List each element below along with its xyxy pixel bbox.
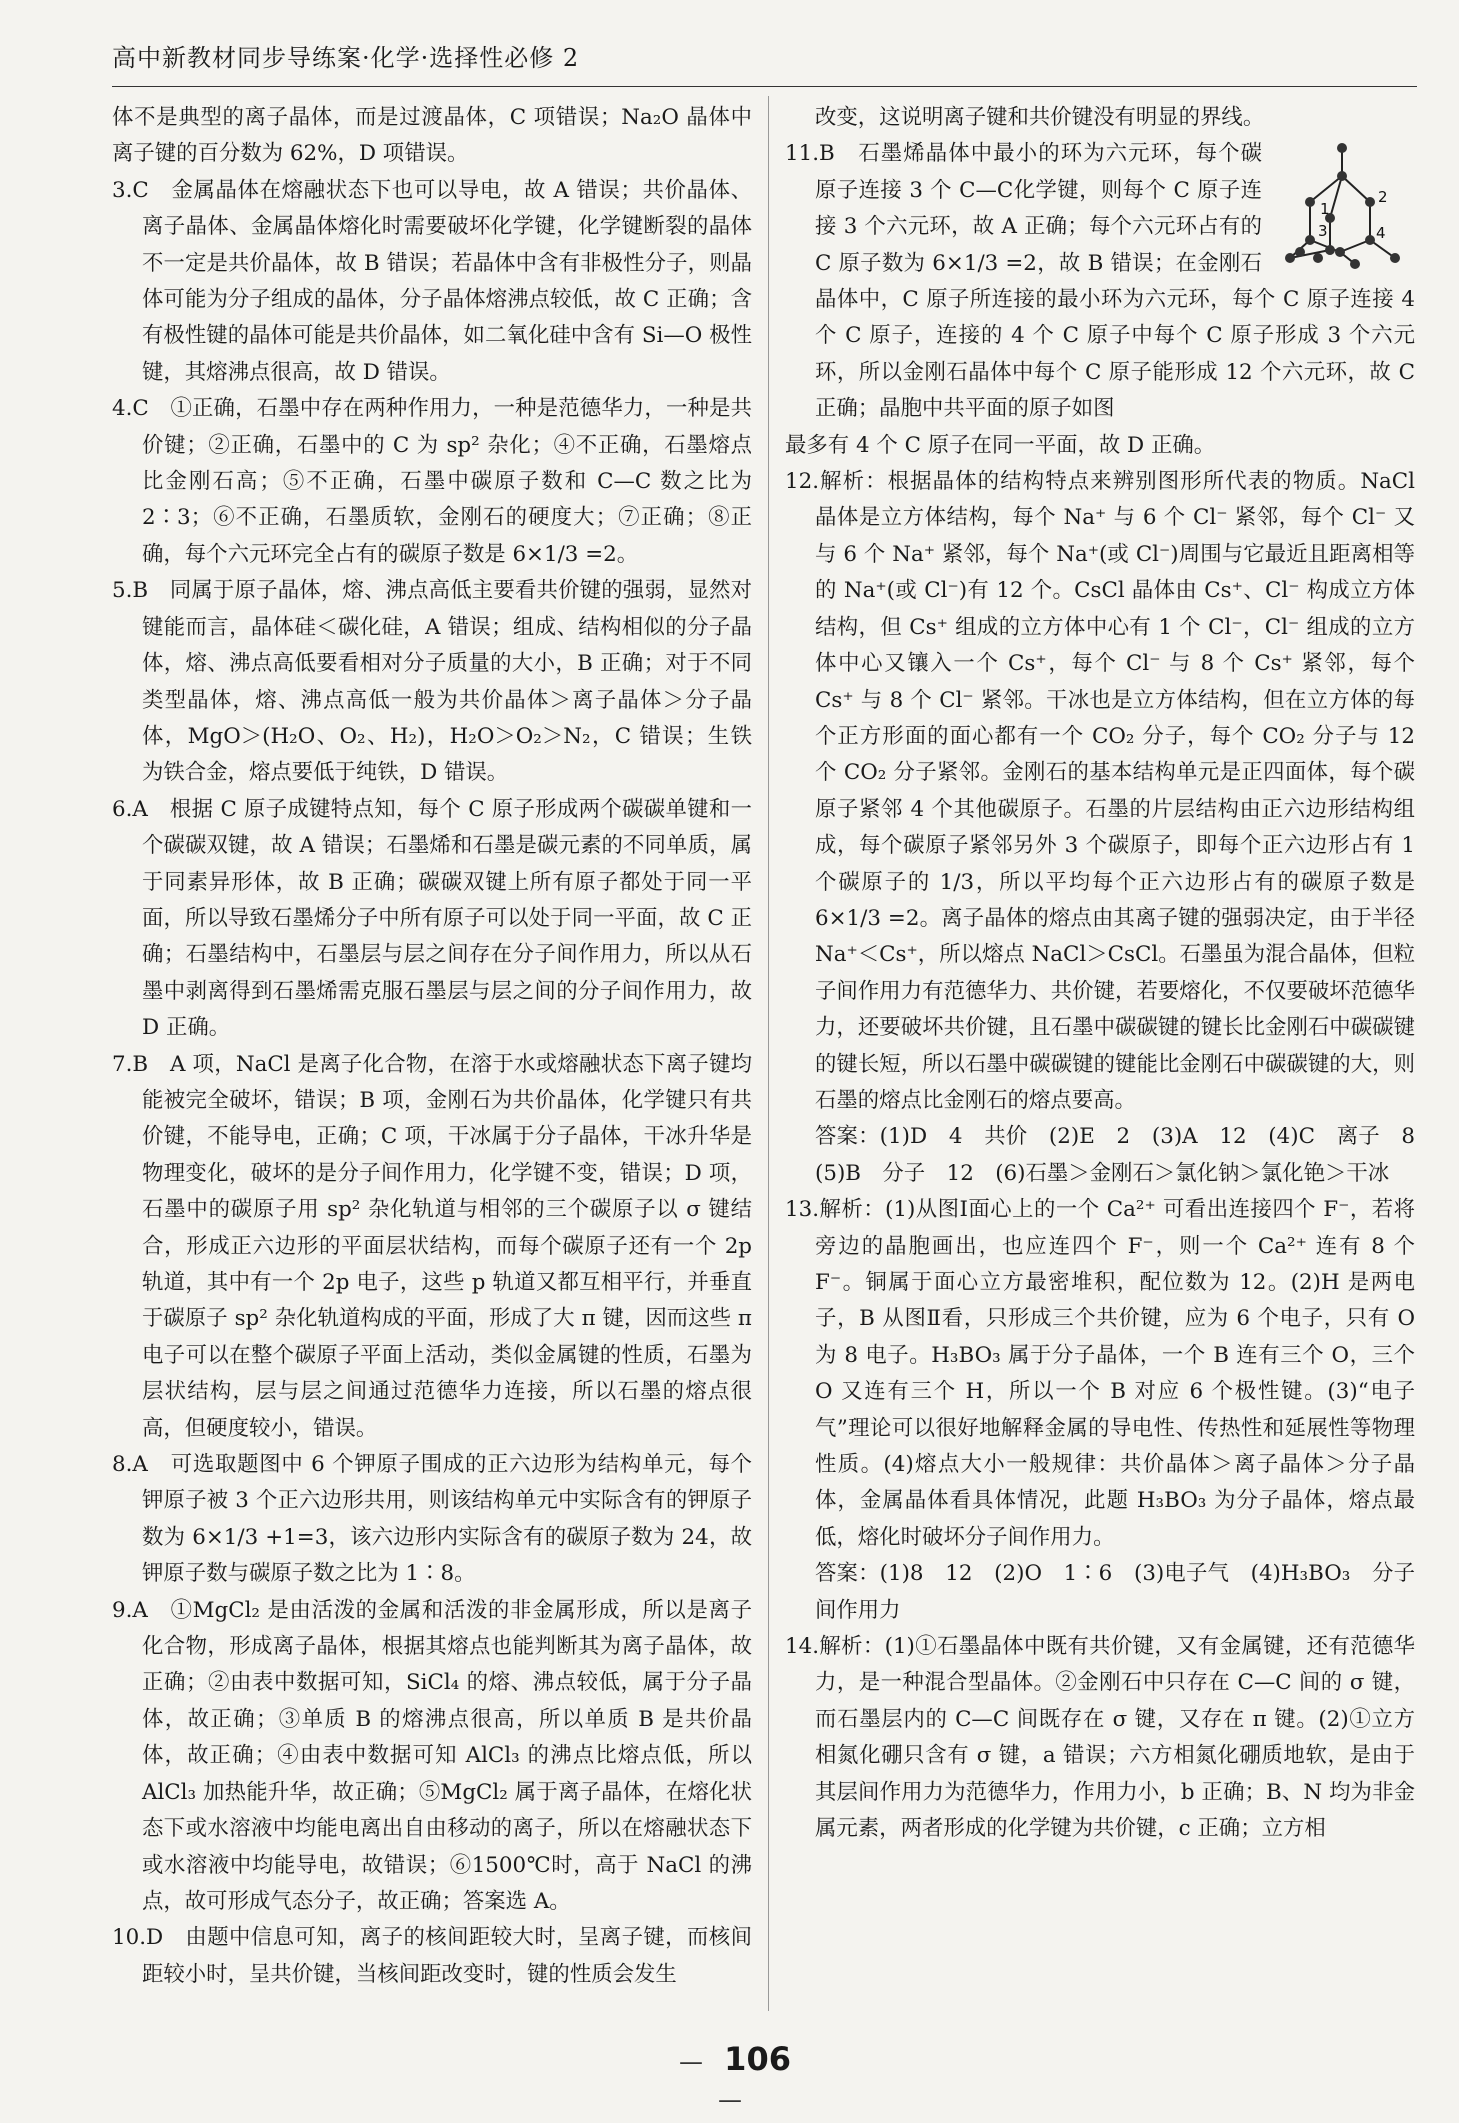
answer-11-conclusion: 最多有 4 个 C 原子在同一平面，故 D 正确。 <box>785 432 1216 458</box>
page-number-dash-right: — <box>718 2086 742 2114</box>
answer-14-analysis: 14.解析：(1)①石墨晶体中既有共价键，又有金属键，还有范德华力，是一种混合型晶体。②金刚石中只存在 C—C 间的 σ 键，而石墨层内的 C—C 间既存在 σ 键，又存在 π 键。(2)①立方相氮化硼只含有 σ 键，a 错误；六方相氮化硼质地软，是由于其层间作用力为范德华力，作用力小，b 正确；B、N 均为非金属元素，两者形成的化学键为共价键，c 正确；立方相 <box>785 1634 1415 1842</box>
right-column <box>785 100 1437 1848</box>
page-header: 高中新教材同步导练案·化学·选择性必修 2 <box>112 44 580 72</box>
answer-7: 7.B A 项，NaCl 是离子化合物，在溶于水或熔融状态下离子键均能被完全破坏，错误；B 项，金刚石为共价晶体，化学键只有共价键，不能导电，正确；C 项，干冰属于分子晶体，干冰升华是物理变化，破坏的是分子间作用力，化学键不变，错误；D 项，石墨中的碳原子用 sp² 杂化轨道与相邻的三个碳原子以 σ 键结合，形成正六边形的平面层状结构，而每个碳原子还有一个 2p 轨道，其中有一个 2p 电子，这些 p 轨道又都互相平行，并垂直于碳原子 sp² 杂化轨道构成的平面，形成了大 π 键，因而这些 π 电子可以在整个碳原子平面上活动，类似金属键的性质，石墨为层状结构，层与层之间通过范德华力连接，所以石墨的熔点很高，但硬度较小，错误。 <box>112 1051 752 1441</box>
figure-label-4: 4 <box>1376 224 1386 243</box>
answer-10: 10.D 由题中信息可知，离子的核间距较大时，呈离子键，而核间距较小时，呈共价键，当核间距改变时，键的性质会发生 <box>112 1925 752 1987</box>
page-number-value: 106 <box>724 2040 791 2078</box>
header-rule <box>112 86 1417 87</box>
answer-4: 4.C ①正确，石墨中存在两种作用力，一种是范德华力，一种是共价键；②正确，石墨中的 C 为 sp² 杂化；④不正确，石墨熔点比金刚石高；⑤不正确，石墨中碳原子数和 C—C 数之比为 2∶3；⑥不正确，石墨质软，金刚石的硬度大；⑦正确；⑧正确，每个六元环完全占有的碳原子数是 6×1/3 =2。 <box>112 396 752 567</box>
answer-9: 9.A ①MgCl₂ 是由活泼的金属和活泼的非金属形成，所以是离子化合物，形成离子晶体，根据其熔点也能判断其为离子晶体，故正确；②由表中数据可知，SiCl₄ 的熔、沸点较低，属于分子晶体，故正确；③单质 B 的熔沸点很高，所以单质 B 是共价晶体，故正确；④由表中数据可知 AlCl₃ 的沸点比熔点低，所以 AlCl₃ 加热能升华，故正确；⑤MgCl₂ 属于离子晶体，在熔化状态下或水溶液中均能电离出自由移动的离子，所以在熔融状态下或水溶液中均能导电，故错误；⑥1500℃时，高于 NaCl 的沸点，故可形成气态分子，故正确；答案选 A。 <box>112 1597 752 1914</box>
page-number <box>650 2040 810 2116</box>
figure-label-1: 1 <box>1320 200 1330 219</box>
diamond-cell-figure <box>1270 140 1415 272</box>
answer-11: 11.B 石墨烯晶体中最小的环为六元环，每个碳原子连接 3 个 C—C化学键，则每个 C 原子连接 3 个六元环，故 A 正确；每个六元环占有的 C 原子数为 6×1/3 =2，故 B 错误；在金刚石晶体中，C 原子所连接的最小环为六元环，每个 C 原子连接 4 个 C 原子，连接的 4 个 C 原子中每个 C 原子形成 3 个六元环，所以金刚石晶体中每个 C 原子能形成 12 个六元环，故 C 正确；晶胞中共平面的原子如图 <box>785 141 1415 422</box>
page-number-dash-left: — <box>679 2048 704 2076</box>
answer-3: 3.C 金属晶体在熔融状态下也可以导电，故 A 错误；共价晶体、离子晶体、金属晶体熔化时需要破坏化学键，化学键断裂的晶体不一定是共价晶体，故 B 错误；若晶体中含有非极性分子，则晶体可能为分子组成的晶体，分子晶体熔沸点较低，故 C 正确；含有极性键的晶体可能是共价晶体，如二氧化硅中含有 Si—O 极性键，其熔沸点很高，故 D 错误。 <box>112 177 752 385</box>
answer-13-analysis: 13.解析：(1)从图Ⅰ面心上的一个 Ca²⁺ 可看出连接四个 F⁻，若将旁边的晶胞画出，也应连四个 F⁻，则一个 Ca²⁺ 连有 8 个 F⁻。铜属于面心立方最密堆积，配位数为 12。(2)H 是两电子，B 从图Ⅱ看，只形成三个共价键，应为 6 个电子，只有 O 为 8 电子。H₃BO₃ 属于分子晶体，一个 B 连有三个 O，三个 O 又连有三个 H，所以一个 B 对应 6 个极性键。(3)“电子气”理论可以很好地解释金属的导电性、传热性和延展性等物理性质。(4)熔点大小一般规律：共价晶体＞离子晶体＞分子晶体，金属晶体看具体情况，此题 H₃BO₃ 为分子晶体，熔点最低，熔化时破坏分子间作用力。 <box>785 1197 1415 1550</box>
answer-12-key: 答案：(1)D 4 共价 (2)E 2 (3)A 12 (4)C 离子 8 (5)B 分子 12 (6)石墨＞金刚石＞氯化钠＞氯化铯＞干冰 <box>815 1124 1437 1186</box>
answer-12-analysis: 12.解析：根据晶体的结构特点来辨别图形所代表的物质。NaCl 晶体是立方体结构，每个 Na⁺ 与 6 个 Cl⁻ 紧邻，每个 Cl⁻ 又与 6 个 Na⁺ 紧邻，每个 Na⁺(或 Cl⁻)周围与它最近且距离相等的 Na⁺(或 Cl⁻)有 12 个。CsCl 晶体由 Cs⁺、Cl⁻ 构成立方体结构，但 Cs⁺ 组成的立方体中心有 1 个 Cl⁻，Cl⁻ 组成的立方体中心又镶入一个 Cs⁺，每个 Cl⁻ 与 8 个 Cs⁺ 紧邻，每个 Cs⁺ 与 8 个 Cl⁻ 紧邻。干冰也是立方体结构，但在立方体的每个正方形面的面心都有一个 CO₂ 分子，每个 CO₂ 分子与 12 个 CO₂ 分子紧邻。金刚石的基本结构单元是正四面体，每个碳原子紧邻 4 个其他碳原子。石墨的片层结构由正六边形结构组成，每个碳原子紧邻另外 3 个碳原子，即每个正六边形占有 1 个碳原子的 1/3，所以平均每个正六边形占有的碳原子数是 6×1/3 =2。离子晶体的熔点由其离子键的强弱决定，由于半径 Na⁺＜Cs⁺，所以熔点 NaCl＞CsCl。石墨虽为混合晶体，但粒子间作用力有范德华力、共价键，若要熔化，不仅要破坏范德华力，还要破坏共价键，且石墨中碳碳键的键长比金刚石中碳碳键的键长短，所以石墨中碳碳键的键能比金刚石中碳碳键的大，则石墨的熔点比金刚石的熔点要高。 <box>785 469 1415 1113</box>
answer-13-key: 答案：(1)8 12 (2)O 1∶6 (3)电子气 (4)H₃BO₃ 分子间作用力 <box>815 1561 1415 1623</box>
column-divider <box>768 96 769 2011</box>
figure-label-2: 2 <box>1378 188 1388 207</box>
answer-6: 6.A 根据 C 原子成键特点知，每个 C 原子形成两个碳碳单键和一个碳碳双键，故 A 错误；石墨烯和石墨是碳元素的不同单质，属于同素异形体，故 B 正确；碳碳双键上所有原子都处于同一平面，所以导致石墨烯分子中所有原子可以处于同一平面，故 C 正确；石墨结构中，石墨层与层之间存在分子间作用力，所以从石墨中剥离得到石墨烯需克服石墨层与层之间的分子间作用力，故 D 正确。 <box>112 796 752 1041</box>
answer-10-continued: 改变，这说明离子键和共价键没有明显的界线。 <box>815 105 1265 130</box>
left-column <box>112 100 752 1993</box>
answer-8: 8.A 可选取题图中 6 个钾原子围成的正六边形为结构单元，每个钾原子被 3 个正六边形共用，则该结构单元中实际含有的钾原子数为 6×1/3 +1=3，该六边形内实际含有的碳原子数为 24，故钾原子数与碳原子数之比为 1∶8。 <box>112 1452 752 1587</box>
diamond-structure-diagram <box>1270 140 1415 272</box>
answer-paragraph: 体不是典型的离子晶体，而是过渡晶体，C 项错误；Na₂O 晶体中离子键的百分数为 62%，D 项错误。 <box>112 105 752 167</box>
answer-5: 5.B 同属于原子晶体，熔、沸点高低主要看共价键的强弱，显然对键能而言，晶体硅＜碳化硅，A 错误；组成、结构相似的分子晶体，熔、沸点高低要看相对分子质量的大小，B 正确；对于不同类型晶体，熔、沸点高低一般为共价晶体＞离子晶体＞分子晶体，MgO＞(H₂O、O₂、H₂)，H₂O＞O₂＞N₂，C 错误；生铁为铁合金，熔点要低于纯铁，D 错误。 <box>112 578 752 786</box>
figure-label-3: 3 <box>1318 222 1328 241</box>
